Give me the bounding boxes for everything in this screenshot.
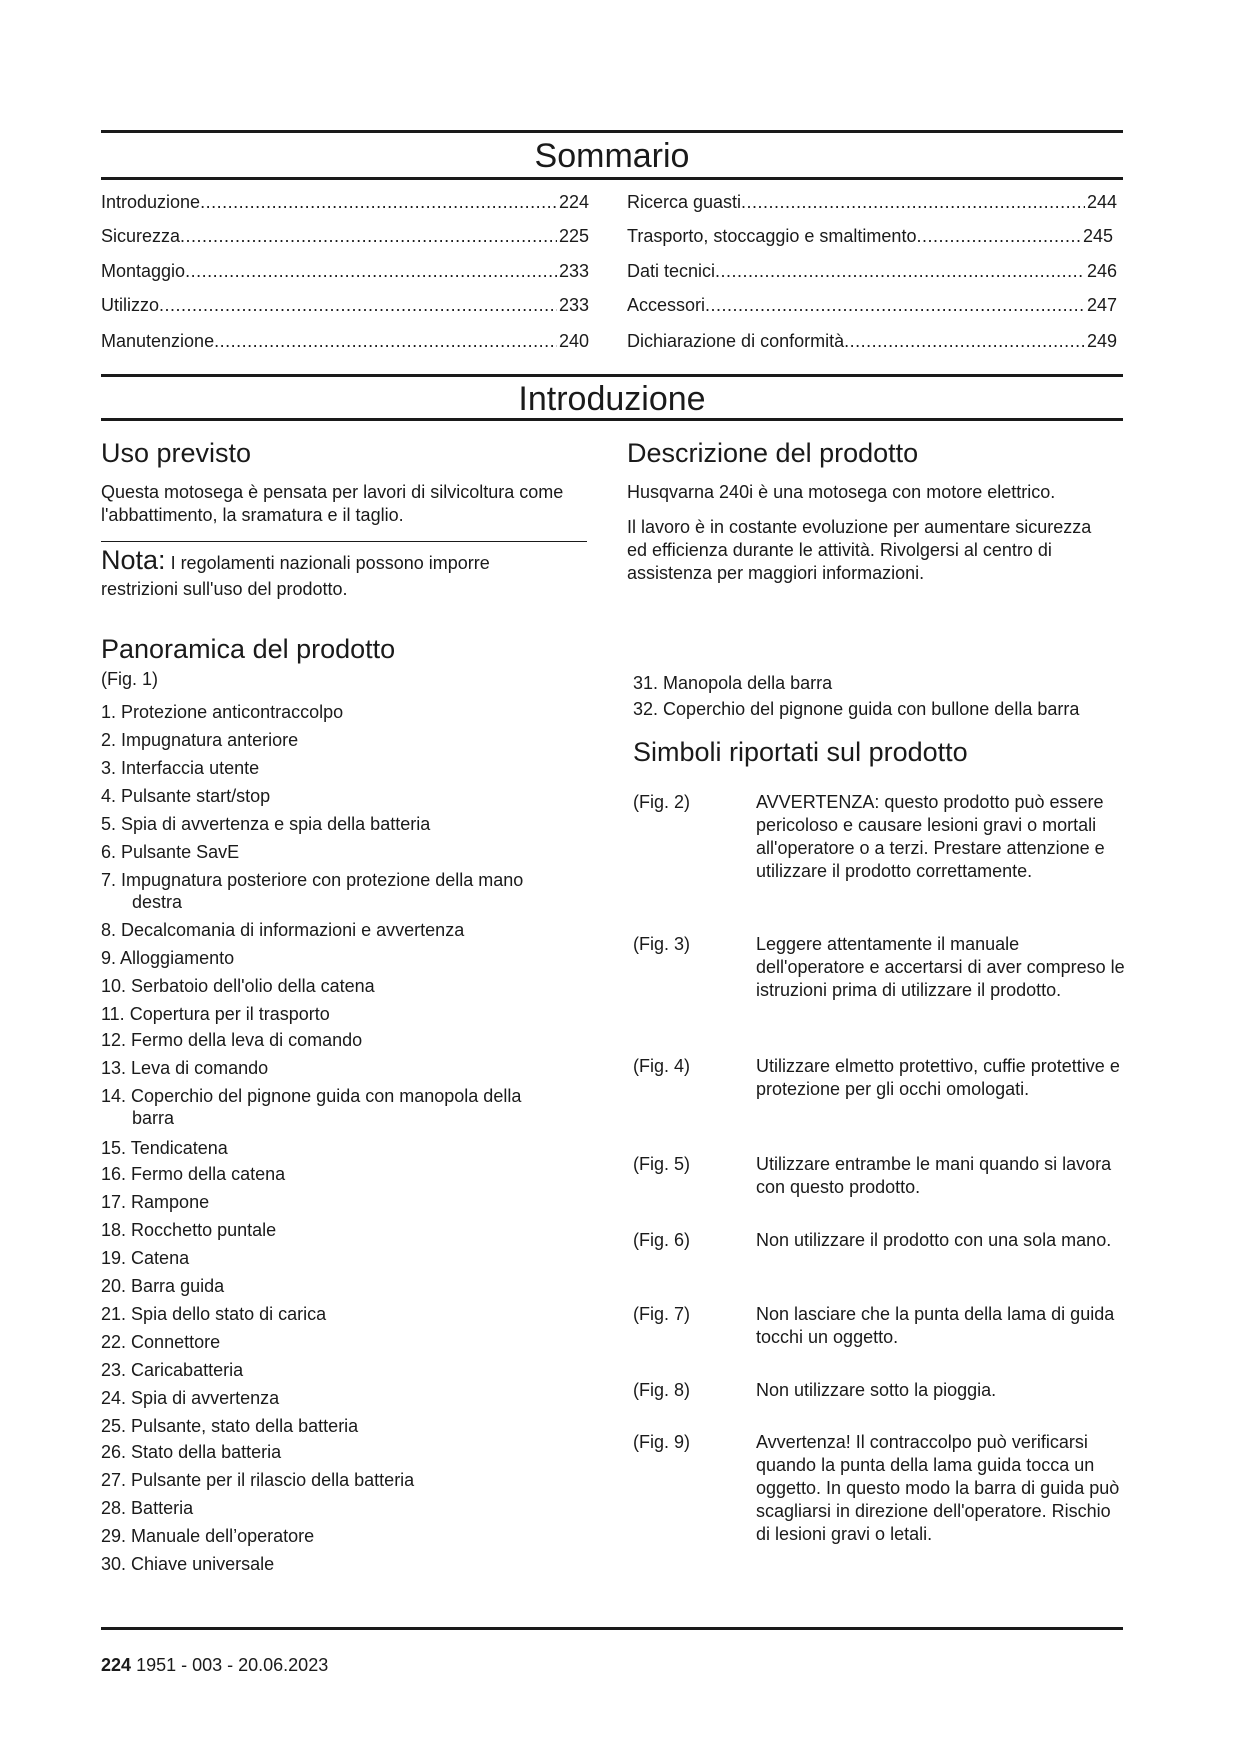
toc-entry[interactable]: Accessori ..... 247 — [627, 294, 1117, 316]
list-item: 7. Impugnatura posteriore con protezione della mano destra — [101, 870, 524, 912]
symbol-description: Leggere attentamente il manuale dell'operatore e accertarsi di aver compreso le istruzioni prima di utilizzare il prodotto. — [756, 934, 1125, 1000]
panoramica-fig: (Fig. 1) — [101, 669, 159, 689]
descrizione-p1: Husqvarna 240i è una motosega con motore elettrico. — [627, 482, 1056, 502]
list-item: 20. Barra guida — [101, 1276, 225, 1296]
list-item: 5. Spia di avvertenza e spia della batteria — [101, 814, 431, 834]
top-rule — [101, 130, 1123, 133]
intro-title-rule — [101, 418, 1123, 421]
toc-title-rule — [101, 177, 1123, 180]
footer-rule — [101, 1627, 1123, 1630]
descrizione-p2: Il lavoro è in costante evoluzione per aumentare sicurezza ed efficienza durante le attività. Rivolgersi al centro di assistenza per maggiori informazioni. — [627, 517, 1092, 583]
list-item: 14. Coperchio del pignone guida con manopola della barra — [101, 1086, 522, 1128]
panoramica-heading: Panoramica del prodotto — [101, 634, 396, 664]
list-item: 24. Spia di avvertenza — [101, 1388, 280, 1408]
toc-entry[interactable]: Ricerca guasti ..... 244 — [627, 191, 1117, 213]
symbol-description: AVVERTENZA: questo prodotto può essere pericoloso e causare lesioni gravi o mortali all'operatore o a terzi. Prestare attenzione e utilizzare il prodotto correttamente. — [756, 792, 1105, 881]
symbol-description: Avvertenza! Il contraccolpo può verificarsi quando la punta della lama guida tocca un oggetto. In questo modo la barra di guida può scagliarsi in direzione dell'operatore. Rischio di lesioni gravi o letali. — [756, 1432, 1120, 1544]
simboli-heading: Simboli riportati sul prodotto — [633, 737, 968, 767]
symbol-description: Non utilizzare sotto la pioggia. — [756, 1380, 997, 1400]
list-item: 10. Serbatoio dell'olio della catena — [101, 976, 375, 996]
toc-entry[interactable]: Dati tecnici ..... 246 — [627, 260, 1117, 282]
list-item: 25. Pulsante, stato della batteria — [101, 1416, 359, 1436]
list-item: 1. Protezione anticontraccolpo — [101, 702, 344, 722]
list-item: 9. Alloggiamento — [101, 948, 235, 968]
toc-entry[interactable]: Manutenzione ..... 240 — [101, 330, 589, 352]
list-item: 3. Interfaccia utente — [101, 758, 260, 778]
list-item: 8. Decalcomania di informazioni e avvertenza — [101, 920, 465, 940]
list-item: 4. Pulsante start/stop — [101, 786, 271, 806]
list-item: 26. Stato della batteria — [101, 1442, 282, 1462]
symbol-description: Utilizzare entrambe le mani quando si lavora con questo prodotto. — [756, 1154, 1112, 1197]
intro-title: Introduzione — [518, 380, 706, 418]
note-label: Nota: — [101, 545, 166, 575]
note-divider — [101, 541, 587, 542]
toc-entry[interactable]: Montaggio ..... 233 — [101, 260, 589, 282]
toc-entry[interactable]: Utilizzo ..... 233 — [101, 294, 589, 316]
list-item: 32. Coperchio del pignone guida con bullone della barra — [633, 699, 1080, 719]
list-item: 13. Leva di comando — [101, 1058, 269, 1078]
symbol-description: Non utilizzare il prodotto con una sola mano. — [756, 1230, 1112, 1250]
list-item: 23. Caricabatteria — [101, 1360, 244, 1380]
toc-title: Sommario — [534, 137, 690, 175]
symbol-fig-ref: (Fig. 6) — [633, 1230, 691, 1250]
symbol-fig-ref: (Fig. 8) — [633, 1380, 691, 1400]
symbol-fig-ref: (Fig. 9) — [633, 1432, 691, 1452]
symbol-fig-ref: (Fig. 3) — [633, 934, 691, 954]
list-item: 28. Batteria — [101, 1498, 194, 1518]
list-item: 16. Fermo della catena — [101, 1164, 286, 1184]
uso-previsto-heading: Uso previsto — [101, 438, 252, 468]
descrizione-heading: Descrizione del prodotto — [627, 438, 919, 468]
list-item: 27. Pulsante per il rilascio della batteria — [101, 1470, 415, 1490]
page-footer — [101, 1654, 328, 1676]
list-item: 29. Manuale dell’operatore — [101, 1526, 315, 1546]
note-text: I regolamenti nazionali possono imporre restrizioni sull'uso del prodotto. — [101, 553, 490, 599]
list-item: 12. Fermo della leva di comando — [101, 1030, 363, 1050]
list-item: 21. Spia dello stato di carica — [101, 1304, 327, 1324]
toc-entry[interactable]: Sicurezza ..... 225 — [101, 225, 589, 247]
list-item: 22. Connettore — [101, 1332, 221, 1352]
list-item: 6. Pulsante SavE — [101, 842, 240, 862]
toc-entry[interactable]: Dichiarazione di conformità ..... 249 — [627, 330, 1117, 352]
symbol-fig-ref: (Fig. 4) — [633, 1056, 691, 1076]
note — [101, 547, 571, 602]
list-item: 30. Chiave universale — [101, 1554, 275, 1574]
symbol-fig-ref: (Fig. 5) — [633, 1154, 691, 1174]
list-item: 17. Rampone — [101, 1192, 210, 1212]
list-item: 11. Copertura per il trasporto — [101, 1004, 330, 1024]
symbol-description: Non lasciare che la punta della lama di guida tocchi un oggetto. — [756, 1304, 1115, 1347]
document-id: 1951 - 003 - 20.06.2023 — [136, 1655, 329, 1675]
toc-entry[interactable]: Trasporto, stoccaggio e smaltimento ..... 245 — [627, 225, 1113, 247]
toc-entry[interactable]: Introduzione ..... 224 — [101, 191, 589, 213]
list-item: 19. Catena — [101, 1248, 190, 1268]
symbol-description: Utilizzare elmetto protettivo, cuffie protettive e protezione per gli occhi omologati. — [756, 1056, 1120, 1099]
symbol-fig-ref: (Fig. 2) — [633, 792, 691, 812]
symbol-fig-ref: (Fig. 7) — [633, 1304, 691, 1324]
list-item: 2. Impugnatura anteriore — [101, 730, 299, 750]
list-item: 31. Manopola della barra — [633, 673, 833, 693]
uso-previsto-text: Questa motosega è pensata per lavori di silvicoltura come l'abbattimento, la sramatura e il taglio. — [101, 482, 564, 525]
list-item: 18. Rocchetto puntale — [101, 1220, 277, 1240]
page-number: 224 — [101, 1655, 132, 1675]
list-item: 15. Tendicatena — [101, 1138, 228, 1158]
intro-top-rule — [101, 374, 1123, 377]
